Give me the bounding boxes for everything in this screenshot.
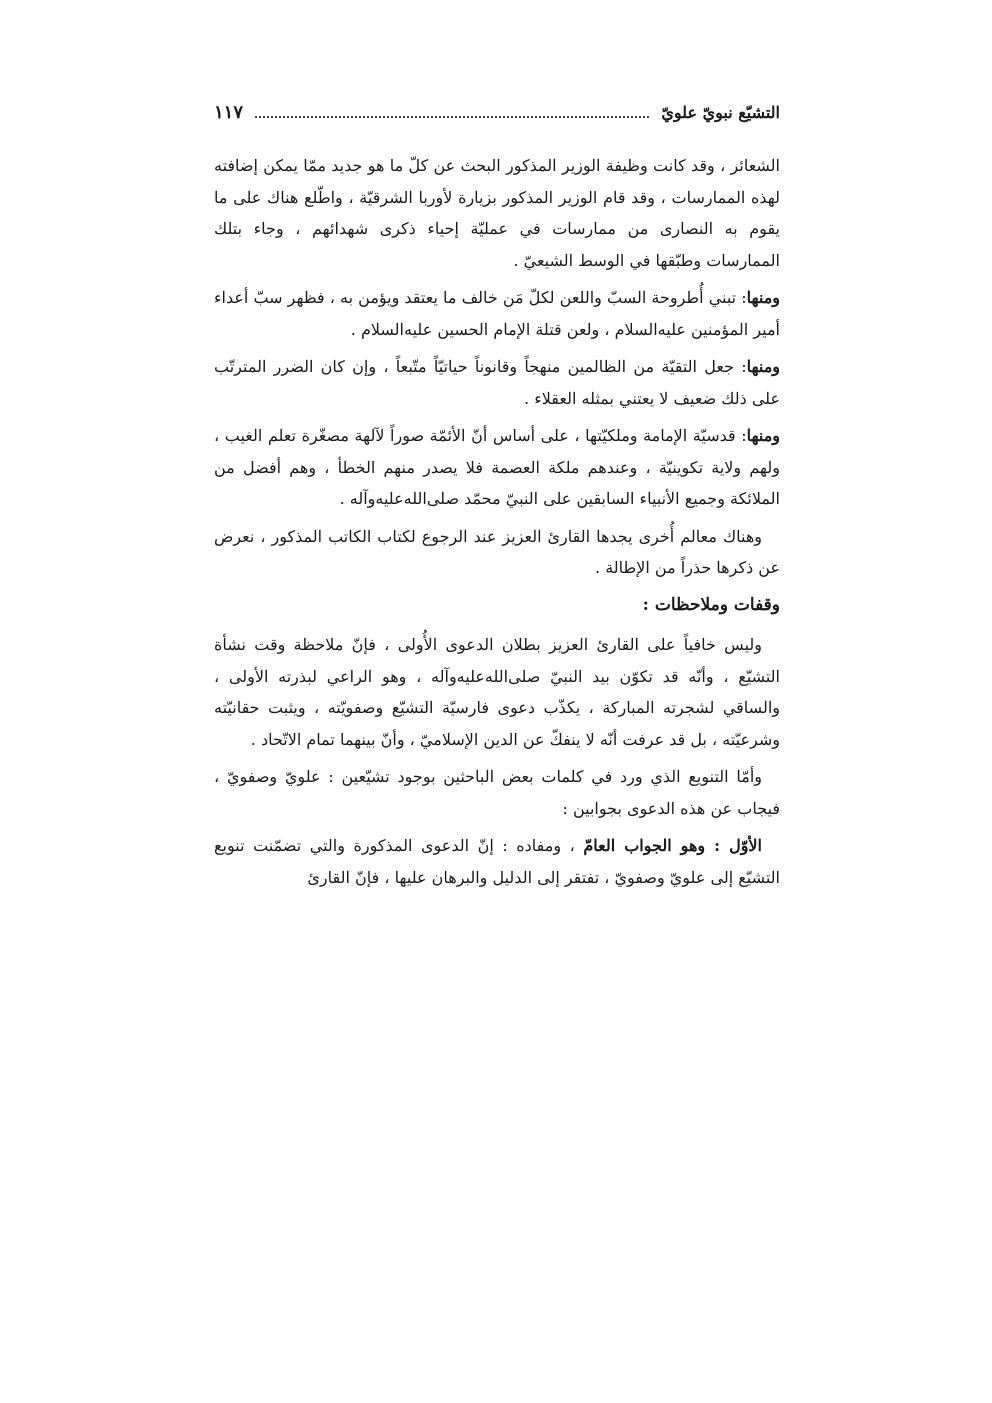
paragraph-text: وليس خافياً على القارئ العزيز بطلان الدعوى الأُولى ، فإنّ ملاحظة وقت نشأة التشيّع ، وأنّه قد تكوّن بيد النبيّ صلى‌الله‌عليه‌وآله ، وهو الراعي لبذرته الأولى ، والساقي لشجرته المباركة ، يكذّب دعوى فارسيّة التشيّع وصفويّته ، ويثبت حقانيّته وشرعيّته ، بل قد عرفت أنّه لا ينفكّ عن الدين الإسلاميّ ، وأنّ بينهما تمام الاتّحاد . [214, 635, 780, 749]
running-header-title: التشيّع نبويّ علويّ [661, 102, 780, 122]
paragraph-6 [214, 629, 780, 755]
body-text [214, 150, 780, 893]
paragraph-4 [214, 420, 780, 515]
paragraph-5 [214, 521, 780, 584]
header-leader-dots [255, 114, 649, 118]
paragraph-lead-word: ومنها [746, 357, 780, 376]
paragraph-text: : جعل التقيّة من الظالمين منهجاً وقانوناً حياتيّاً متّبعاً ، وإن كان الضرر المترتّب على ذلك ضعيف لا يعتني بمثله العقلاء . [214, 357, 780, 408]
paragraph-text: الشعائر ، وقد كانت وظيفة الوزير المذكور البحث عن كلّ ما هو جديد ممّا يمكن إضافته لهذه الممارسات ، وقد قام الوزير المذكور بزيارة لأوربا الشرقيّة ، واطّلع هناك على ما يقوم به النصارى من ممارسات في عمليّة إحياء ذكرى شهدائهم ، وجاء بتلك الممارسات وطبّقها في الوسط الشيعيّ . [214, 156, 780, 270]
paragraph-2 [214, 282, 780, 345]
page-number: ١١٧ [214, 101, 244, 123]
paragraph-7 [214, 761, 780, 824]
book-page [214, 92, 780, 899]
paragraph-text: وهناك معالم أُخرى يجدها القارئ العزيز عند الرجوع لكتاب الكاتب المذكور ، نعرض عن ذكرها حذراً من الإطالة . [214, 526, 780, 577]
paragraph-text: وأمّا التنويع الذي ورد في كلمات بعض الباحثين بوجود تشيّعين : علويّ وصفويّ ، فيجاب عن هذه الدعوى بجوابين : [214, 767, 780, 818]
paragraph-8 [214, 830, 780, 893]
paragraph-lead-word: ومنها [746, 426, 780, 445]
paragraph-lead-word: الأوّل : وهو الجواب العامّ [583, 836, 763, 855]
running-header [214, 92, 780, 132]
paragraph-text: : قدسيّة الإمامة وملكيّتها ، على أساس أنّ الأئمّة صوراً لآلهة مصغّرة تعلم الغيب ، ولهم ولاية تكوينيّة ، وعندهم ملكة العصمة فلا يصدر منهم الخطأ ، وهم أفضل من الملائكة وجميع الأنبياء السابقين على النبيّ محمّد صلى‌الله‌عليه‌وآله . [214, 426, 780, 508]
paragraph-text: ، ومفاده : إنّ الدعوى المذكورة والتي تضمّنت تنويع التشيّع إلى علويّ وصفويّ ، تفتقر إلى الدليل والبرهان عليها ، فإنّ القارئ [214, 836, 780, 887]
paragraph-3 [214, 351, 780, 414]
paragraph-text: : تبني أُطروحة السبّ واللعن لكلّ مَن خالف ما يعتقد ويؤمن به ، فظهر سبّ أعداء أمير المؤمنين عليه‌السلام ، ولعن قتلة الإمام الحسين عليه‌السلام . [214, 288, 780, 339]
paragraph-1 [214, 150, 780, 276]
section-heading: وقفات وملاحظات : [642, 594, 780, 615]
paragraph-lead-word: ومنها [746, 288, 781, 307]
